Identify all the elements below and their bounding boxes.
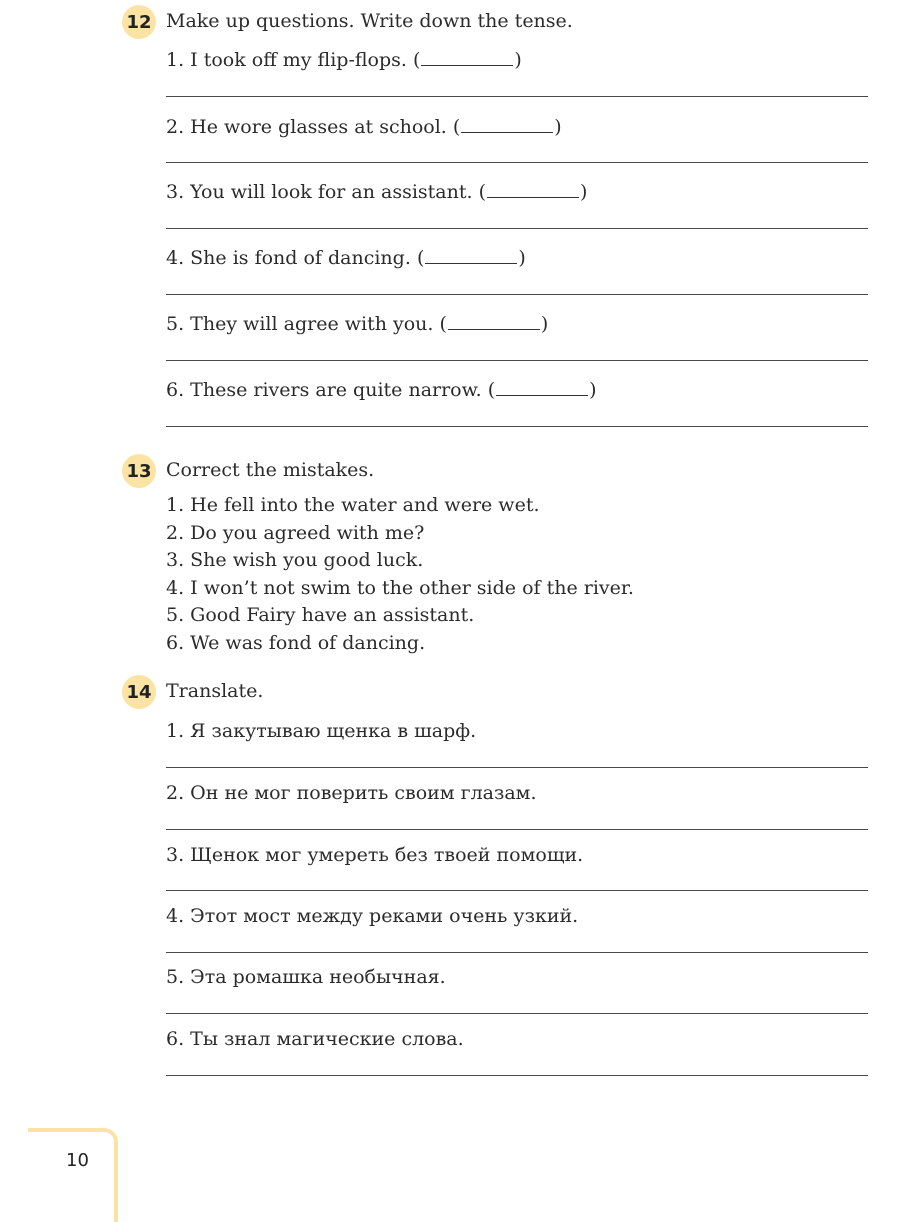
exercise-number-badge: 13 (122, 454, 156, 488)
answer-line[interactable] (166, 294, 868, 295)
mistake-sentence: 4. I won’t not swim to the other side of the river. (166, 577, 634, 599)
answer-line[interactable] (166, 767, 868, 768)
tense-blank[interactable]: ( ) (416, 247, 526, 269)
answer-line[interactable] (166, 829, 868, 830)
answer-line[interactable] (166, 1075, 868, 1076)
answer-line[interactable] (166, 952, 868, 953)
mistake-sentence: 3. She wish you good luck. (166, 549, 424, 571)
answer-line[interactable] (166, 890, 868, 891)
answer-line[interactable] (166, 1013, 868, 1014)
exercise-12-item (166, 246, 526, 270)
mistake-sentence: 6. We was fond of dancing. (166, 632, 426, 654)
exercise-12-item (166, 312, 548, 336)
tense-blank[interactable]: ( ) (487, 379, 597, 401)
answer-line[interactable] (166, 162, 868, 163)
exercise-instruction: Correct the mistakes. (166, 459, 375, 481)
page-corner-tab (28, 1128, 118, 1222)
exercise-instruction: Make up questions. Write down the tense. (166, 10, 573, 32)
sentence-text: 2. He wore glasses at school. (166, 116, 447, 138)
sentence-text: 6. These rivers are quite narrow. (166, 379, 482, 401)
translate-sentence: 3. Щенок мог умереть без твоей помощи. (166, 844, 584, 866)
mistake-sentence: 5. Good Fairy have an assistant. (166, 604, 475, 626)
answer-line[interactable] (166, 228, 868, 229)
mistake-sentence: 1. He fell into the water and were wet. (166, 494, 540, 516)
exercise-12-item (166, 180, 587, 204)
sentence-text: 1. I took off my flip-flops. (166, 49, 407, 71)
exercise-instruction: Translate. (166, 680, 264, 702)
translate-sentence: 6. Ты знал магические слова. (166, 1028, 464, 1050)
exercise-12-item (166, 115, 562, 139)
translate-sentence: 4. Этот мост между реками очень узкий. (166, 905, 579, 927)
sentence-text: 5. They will agree with you. (166, 313, 434, 335)
tense-blank[interactable]: ( ) (439, 313, 549, 335)
exercise-12-item (166, 48, 522, 72)
translate-sentence: 2. Он не мог поверить своим глазам. (166, 782, 537, 804)
sentence-text: 3. You will look for an assistant. (166, 181, 473, 203)
tense-blank[interactable]: ( ) (452, 116, 562, 138)
page-number: 10 (66, 1150, 89, 1171)
translate-sentence: 5. Эта ромашка необычная. (166, 966, 446, 988)
mistake-sentence: 2. Do you agreed with me? (166, 522, 425, 544)
tense-blank[interactable]: ( ) (478, 181, 588, 203)
translate-sentence: 1. Я закутываю щенка в шарф. (166, 720, 477, 742)
exercise-12-item (166, 378, 597, 402)
exercise-number-badge: 14 (122, 675, 156, 709)
sentence-text: 4. She is fond of dancing. (166, 247, 411, 269)
exercise-number-badge: 12 (122, 5, 156, 39)
answer-line[interactable] (166, 426, 868, 427)
answer-line[interactable] (166, 360, 868, 361)
answer-line[interactable] (166, 96, 868, 97)
tense-blank[interactable]: ( ) (413, 49, 522, 71)
